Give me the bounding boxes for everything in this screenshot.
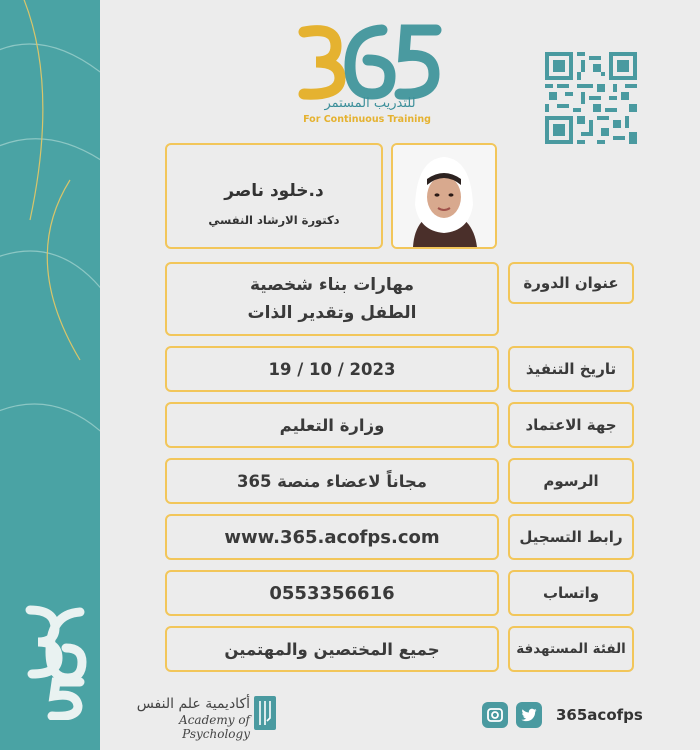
instructor-title: دكتورة الارشاد النفسي — [208, 213, 340, 227]
social-handle[interactable]: 365acofps — [556, 706, 643, 724]
sidebar-365-logo — [10, 600, 90, 720]
qr-code[interactable] — [545, 52, 637, 144]
target-audience-label: الفئة المستهدفة — [508, 626, 634, 672]
academy-name-ar: أكاديمية علم النفس — [136, 696, 250, 712]
instructor-name: د.خلود ناصر — [224, 181, 324, 201]
whatsapp-value[interactable]: 0553356616 — [165, 570, 499, 616]
brand-logo — [290, 18, 450, 128]
fees-label: الرسوم — [508, 458, 634, 504]
academy-logo-icon — [254, 696, 276, 730]
accreditation-value: وزارة التعليم — [165, 402, 499, 448]
date-value: 2023 / 10 / 19 — [165, 346, 499, 392]
instructor-photo — [391, 143, 497, 249]
target-audience-value: جميع المختصين والمهتمين — [165, 626, 499, 672]
instagram-icon[interactable] — [482, 702, 508, 728]
academy-block — [110, 695, 250, 741]
registration-link-label: رابط التسجيل — [508, 514, 634, 560]
course-title-label: عنوان الدورة — [508, 262, 634, 304]
academy-name-en: Academy of Psychology — [179, 713, 250, 741]
whatsapp-label: واتساب — [508, 570, 634, 616]
sidebar — [0, 0, 100, 750]
date-label: تاريخ التنفيذ — [508, 346, 634, 392]
instructor-photo-illustration — [393, 145, 495, 247]
twitter-icon[interactable] — [516, 702, 542, 728]
accreditation-label: جهة الاعتماد — [508, 402, 634, 448]
course-title-value — [165, 262, 499, 336]
instructor-card — [165, 143, 383, 249]
registration-link-value[interactable]: www.365.acofps.com — [165, 514, 499, 560]
course-title-line-2: الطفل وتقدير الذات — [247, 303, 417, 323]
fees-value: مجاناً لاعضاء منصة 365 — [165, 458, 499, 504]
course-title-line-1: مهارات بناء شخصية — [249, 275, 415, 295]
logo-tagline-en: For Continuous Training — [303, 114, 431, 125]
logo-tagline-ar: للتدريب المستمر — [324, 96, 416, 111]
social-links — [482, 700, 643, 730]
